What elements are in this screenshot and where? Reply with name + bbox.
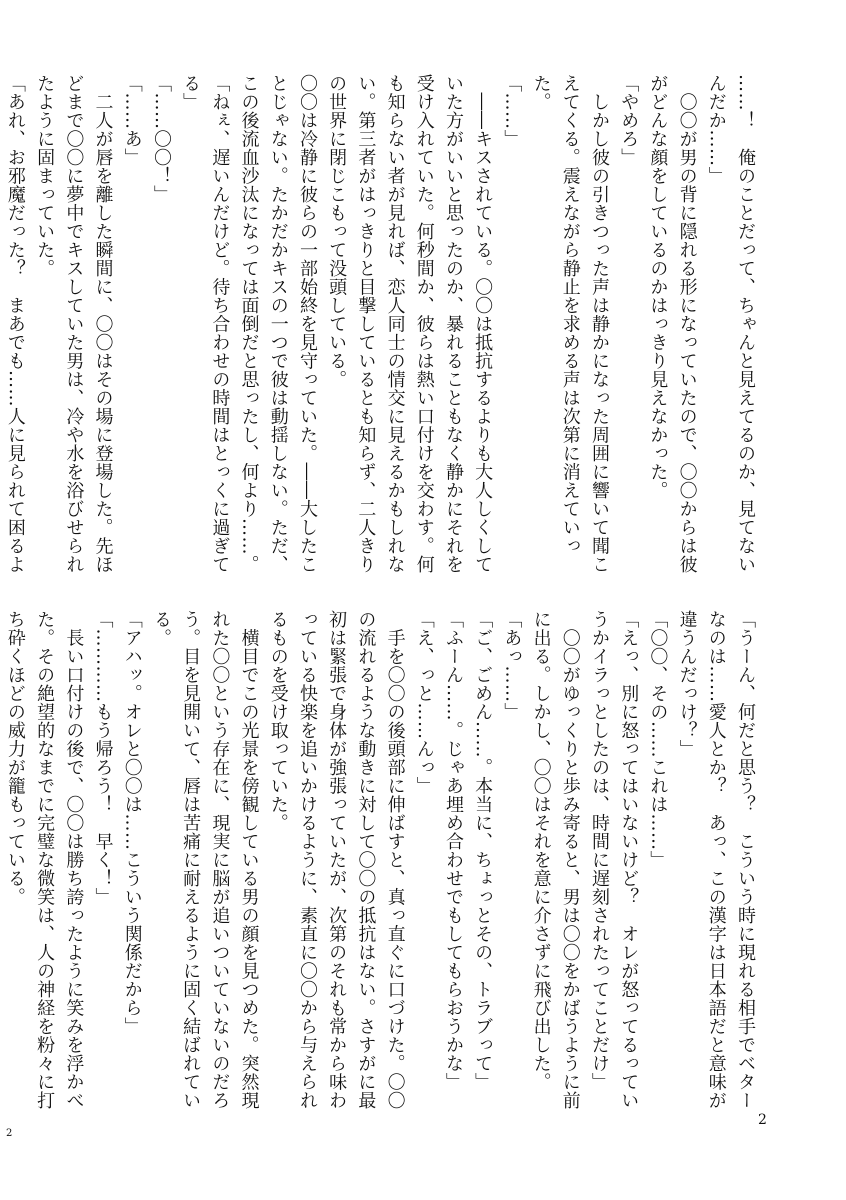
paragraph: 「…………もう帰ろう！ 早く！」: [92, 610, 114, 906]
paragraph: 「……あ」: [121, 74, 143, 167]
paragraph: 「ふーん……。じゃあ埋め合わせでもしてもらおうかな」: [442, 610, 464, 1091]
paragraph: 横目でこの光景を傍観している男の顔を見つめた。突然現れた〇〇という存在に、現実に脳が追いついていないのだろう。目を見開いて、唇は苦痛に耐えるように固く結ばれている。: [150, 610, 260, 1110]
paragraph: ……！ 俺のことだって、ちゃんと見えてるのか、見てないんだか……」: [705, 74, 756, 574]
paragraph: 「ねぇ、遅いんだけど。待ち合わせの時間はとっくに過ぎてる」: [180, 74, 231, 574]
paragraph: 「アハッ。オレと〇〇は……こういう関係だから」: [121, 610, 143, 1036]
paragraph: 「あれ、お邪魔だった？ まあでも……人に見られて困るよ: [4, 74, 26, 574]
paragraph: 〇〇は冷静に彼らの一部始終を見守っていた。――大したことじゃない。たかだかキスの一つで彼は動揺しない。ただ、この後流血沙汰になっては面倒だと思ったし、何より……。: [238, 74, 318, 574]
paragraph: 「えっ、別に怒ってはいないけど？ オレが怒ってるっていうかイラっとしたのは、時間に遅刻されたってことだけ」: [588, 610, 640, 1110]
paragraph: 「うーん、何だと思う？ こういう時に現れる相手でベターなのは……愛人とか？ あっ、この漢字は日本語だと意味が違うんだっけ？」: [676, 610, 756, 1110]
paragraph: しかし彼の引きつった声は静かになった周囲に響いて聞こえてくる。震えながら静止を求める声は次第に消えていった。: [530, 74, 610, 574]
paragraph: 「ご、ごめん……。本当に、ちょっとその、トラブって」: [472, 610, 494, 1091]
paragraph: 手を〇〇の後頭部に伸ばすと、真っ直ぐに口づけた。〇〇の流れるような動きに対して〇〇の抵抗はない。さすがに最初は緊張で身体が強張っていたが、次第のそれも常から味わっている快楽を追いかけるように、素直に〇〇から与えられるものを受け取っていた。: [267, 610, 406, 1110]
lower-text-block: [4, 610, 760, 1110]
paragraph: 「……」: [501, 74, 523, 148]
paragraph: ――キスされている。〇〇は抵抗するよりも大人しくしていた方がいいと思ったのか、暴れることもなく静かにそれを受け入れていた。何秒間か、彼らは熱い口付けを交わす。何も知らない者が見れば、恋人同士の情交に見えるかもしれない。第三者がはっきりと目撃しているとも知らず、二人きりの世界に閉じこもって没頭している。: [326, 74, 494, 574]
paragraph: 〇〇が男の背に隠れる形になっていたので、〇〇からは彼がどんな顔をしているのかはっきり見えなかった。: [647, 74, 698, 574]
paragraph: 「やめろ」: [618, 74, 640, 167]
paragraph: 二人が唇を離した瞬間に、〇〇はその場に登場した。先ほどまで〇〇に夢中でキスしていた男は、冷や水を浴びせられたように固まっていた。: [34, 74, 114, 574]
upper-text-block: [4, 74, 760, 576]
paragraph: 「え、っと……んっ」: [413, 610, 435, 795]
paragraph: 〇〇がゆっくりと歩み寄ると、男は〇〇をかばうように前に出る。しかし、〇〇はそれを意に介さずに飛び出した。: [530, 610, 581, 1110]
corner-page-marker: 2: [6, 1128, 13, 1139]
page-number: 2: [758, 1112, 767, 1128]
paragraph: 「あっ……」: [501, 610, 523, 721]
paragraph: 「……〇〇！」: [150, 74, 172, 204]
paragraph: 「〇〇、その……これは……」: [647, 610, 669, 869]
paragraph: 長い口付けの後で、〇〇は勝ち誇ったように笑みを浮かべた。その絶望的なまでに完璧な微笑は、人の神経を粉々に打ち砕くほどの威力が籠もっている。: [4, 610, 85, 1110]
